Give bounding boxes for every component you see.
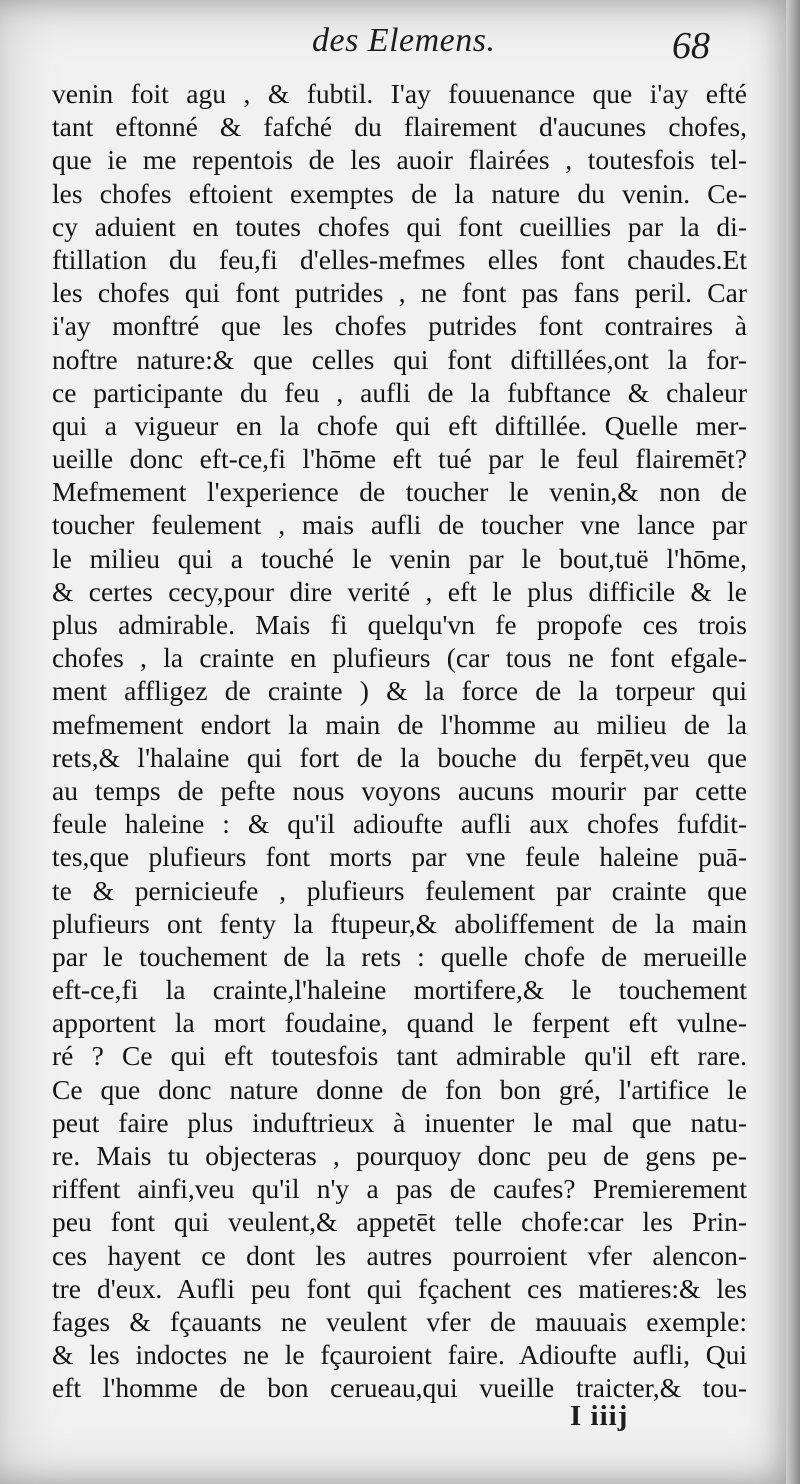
text-line: toucher feulement , mais aufli de toucher vne lance par — [52, 509, 747, 541]
text-line: mefmement endort la main de l'homme au milieu de la — [52, 708, 747, 740]
text-line: Ce que donc nature donne de fon bon gré, l'artifice le — [52, 1073, 747, 1105]
body-text — [52, 77, 747, 1405]
text-line: te & pernicieufe , plufieurs feulement par crainte que — [52, 874, 747, 906]
text-line: ré ? Ce qui eft toutesfois tant admirable qu'il eft rare. — [52, 1040, 747, 1072]
text-line: ces hayent ce dont les autres pourroient vfer alencon- — [52, 1239, 747, 1271]
text-line: & les indoctes ne le fçauroient faire. Adioufte aufli, Qui — [52, 1339, 747, 1371]
text-line: plufieurs ont fenty la ftupeur,& aboliffement de la main — [52, 907, 747, 939]
text-line: peut faire plus induftrieux à inuenter le mal que natu- — [52, 1106, 747, 1138]
text-line: plus admirable. Mais fi quelqu'vn fe propofe ces trois — [52, 609, 747, 640]
text-line: ment affligez de crainte ) & la force de la torpeur qui — [52, 675, 747, 707]
text-line: i'ay monftré que les chofes putrides font contraires à — [52, 310, 747, 342]
text-line: riffent ainfi,veu qu'il n'y a pas de caufes? Premierement — [52, 1173, 747, 1205]
running-head: des Elemens. — [312, 22, 496, 59]
text-line: Mefmement l'experience de toucher le venin,& non de — [52, 476, 747, 508]
text-line: les chofes eftoient exemptes de la nature du venin. Ce- — [52, 177, 747, 209]
text-line: noftre nature:& que celles qui font diftillées,ont la for- — [52, 343, 747, 375]
text-line: qui a vigueur en la chofe qui eft diftillée. Quelle mer- — [52, 409, 747, 441]
text-line: & certes cecy,pour dire verité , eft le plus difficile & le — [52, 575, 747, 607]
page-gutter-shadow — [786, 0, 800, 1484]
page-number: 68 — [672, 25, 710, 67]
text-line: re. Mais tu objecteras , pourquoy donc peu de gens pe- — [52, 1140, 747, 1171]
text-line: que ie me repentois de les auoir flairées , toutesfois tel- — [52, 144, 747, 176]
text-line: feule haleine : & qu'il adioufte aufli aux chofes fufdit- — [52, 808, 747, 840]
signature-mark: I iiij — [570, 1400, 629, 1432]
text-line: peu font qui veulent,& appetēt telle chofe:car les Prin- — [52, 1206, 747, 1238]
text-line: rets,& l'halaine qui fort de la bouche du ferpēt,veu que — [52, 741, 747, 773]
text-line: tant eftonné & fafché du flairement d'aucunes chofes, — [52, 111, 747, 143]
text-line: ueille donc eft-ce,fi l'hōme eft tué par le feul flairemēt? — [52, 443, 747, 475]
text-line: cy aduient en toutes chofes qui font cueillies par la di- — [52, 210, 747, 242]
text-line: eft-ce,fi la crainte,l'haleine mortifere,& le touchement — [52, 974, 747, 1006]
page-header — [0, 20, 800, 80]
text-line: tes,que plufieurs font morts par vne feule haleine puā- — [52, 841, 747, 873]
text-line: fages & fçauants ne veulent vfer de mauuais exemple: — [52, 1305, 747, 1337]
text-line: au temps de pefte nous voyons aucuns mourir par cette — [52, 774, 747, 806]
text-line: ftillation du feu,fi d'elles-mefmes elles font chaudes.Et — [52, 243, 747, 275]
text-line: par le touchement de la rets : quelle chofe de merueille — [52, 940, 747, 972]
text-line: tre d'eux. Aufli peu font qui fçachent ces matieres:& les — [52, 1272, 747, 1304]
text-line: apportent la mort foudaine, quand le ferpent eft vulne- — [52, 1007, 747, 1039]
page-footer — [0, 1400, 800, 1440]
text-line: eft l'homme de bon cerueau,qui vueille traicter,& tou- — [52, 1372, 747, 1404]
text-line: le milieu qui a touché le venin par le bout,tuë l'hōme, — [52, 542, 747, 574]
text-line: les chofes qui font putrides , ne font pas fans peril. Car — [52, 277, 747, 309]
text-line: venin foit agu , & fubtil. I'ay fouuenance que i'ay efté — [52, 78, 747, 109]
text-line: chofes , la crainte en plufieurs (car tous ne font efgale- — [52, 642, 747, 674]
text-line: ce participante du feu , aufli de la fubftance & chaleur — [52, 376, 747, 408]
